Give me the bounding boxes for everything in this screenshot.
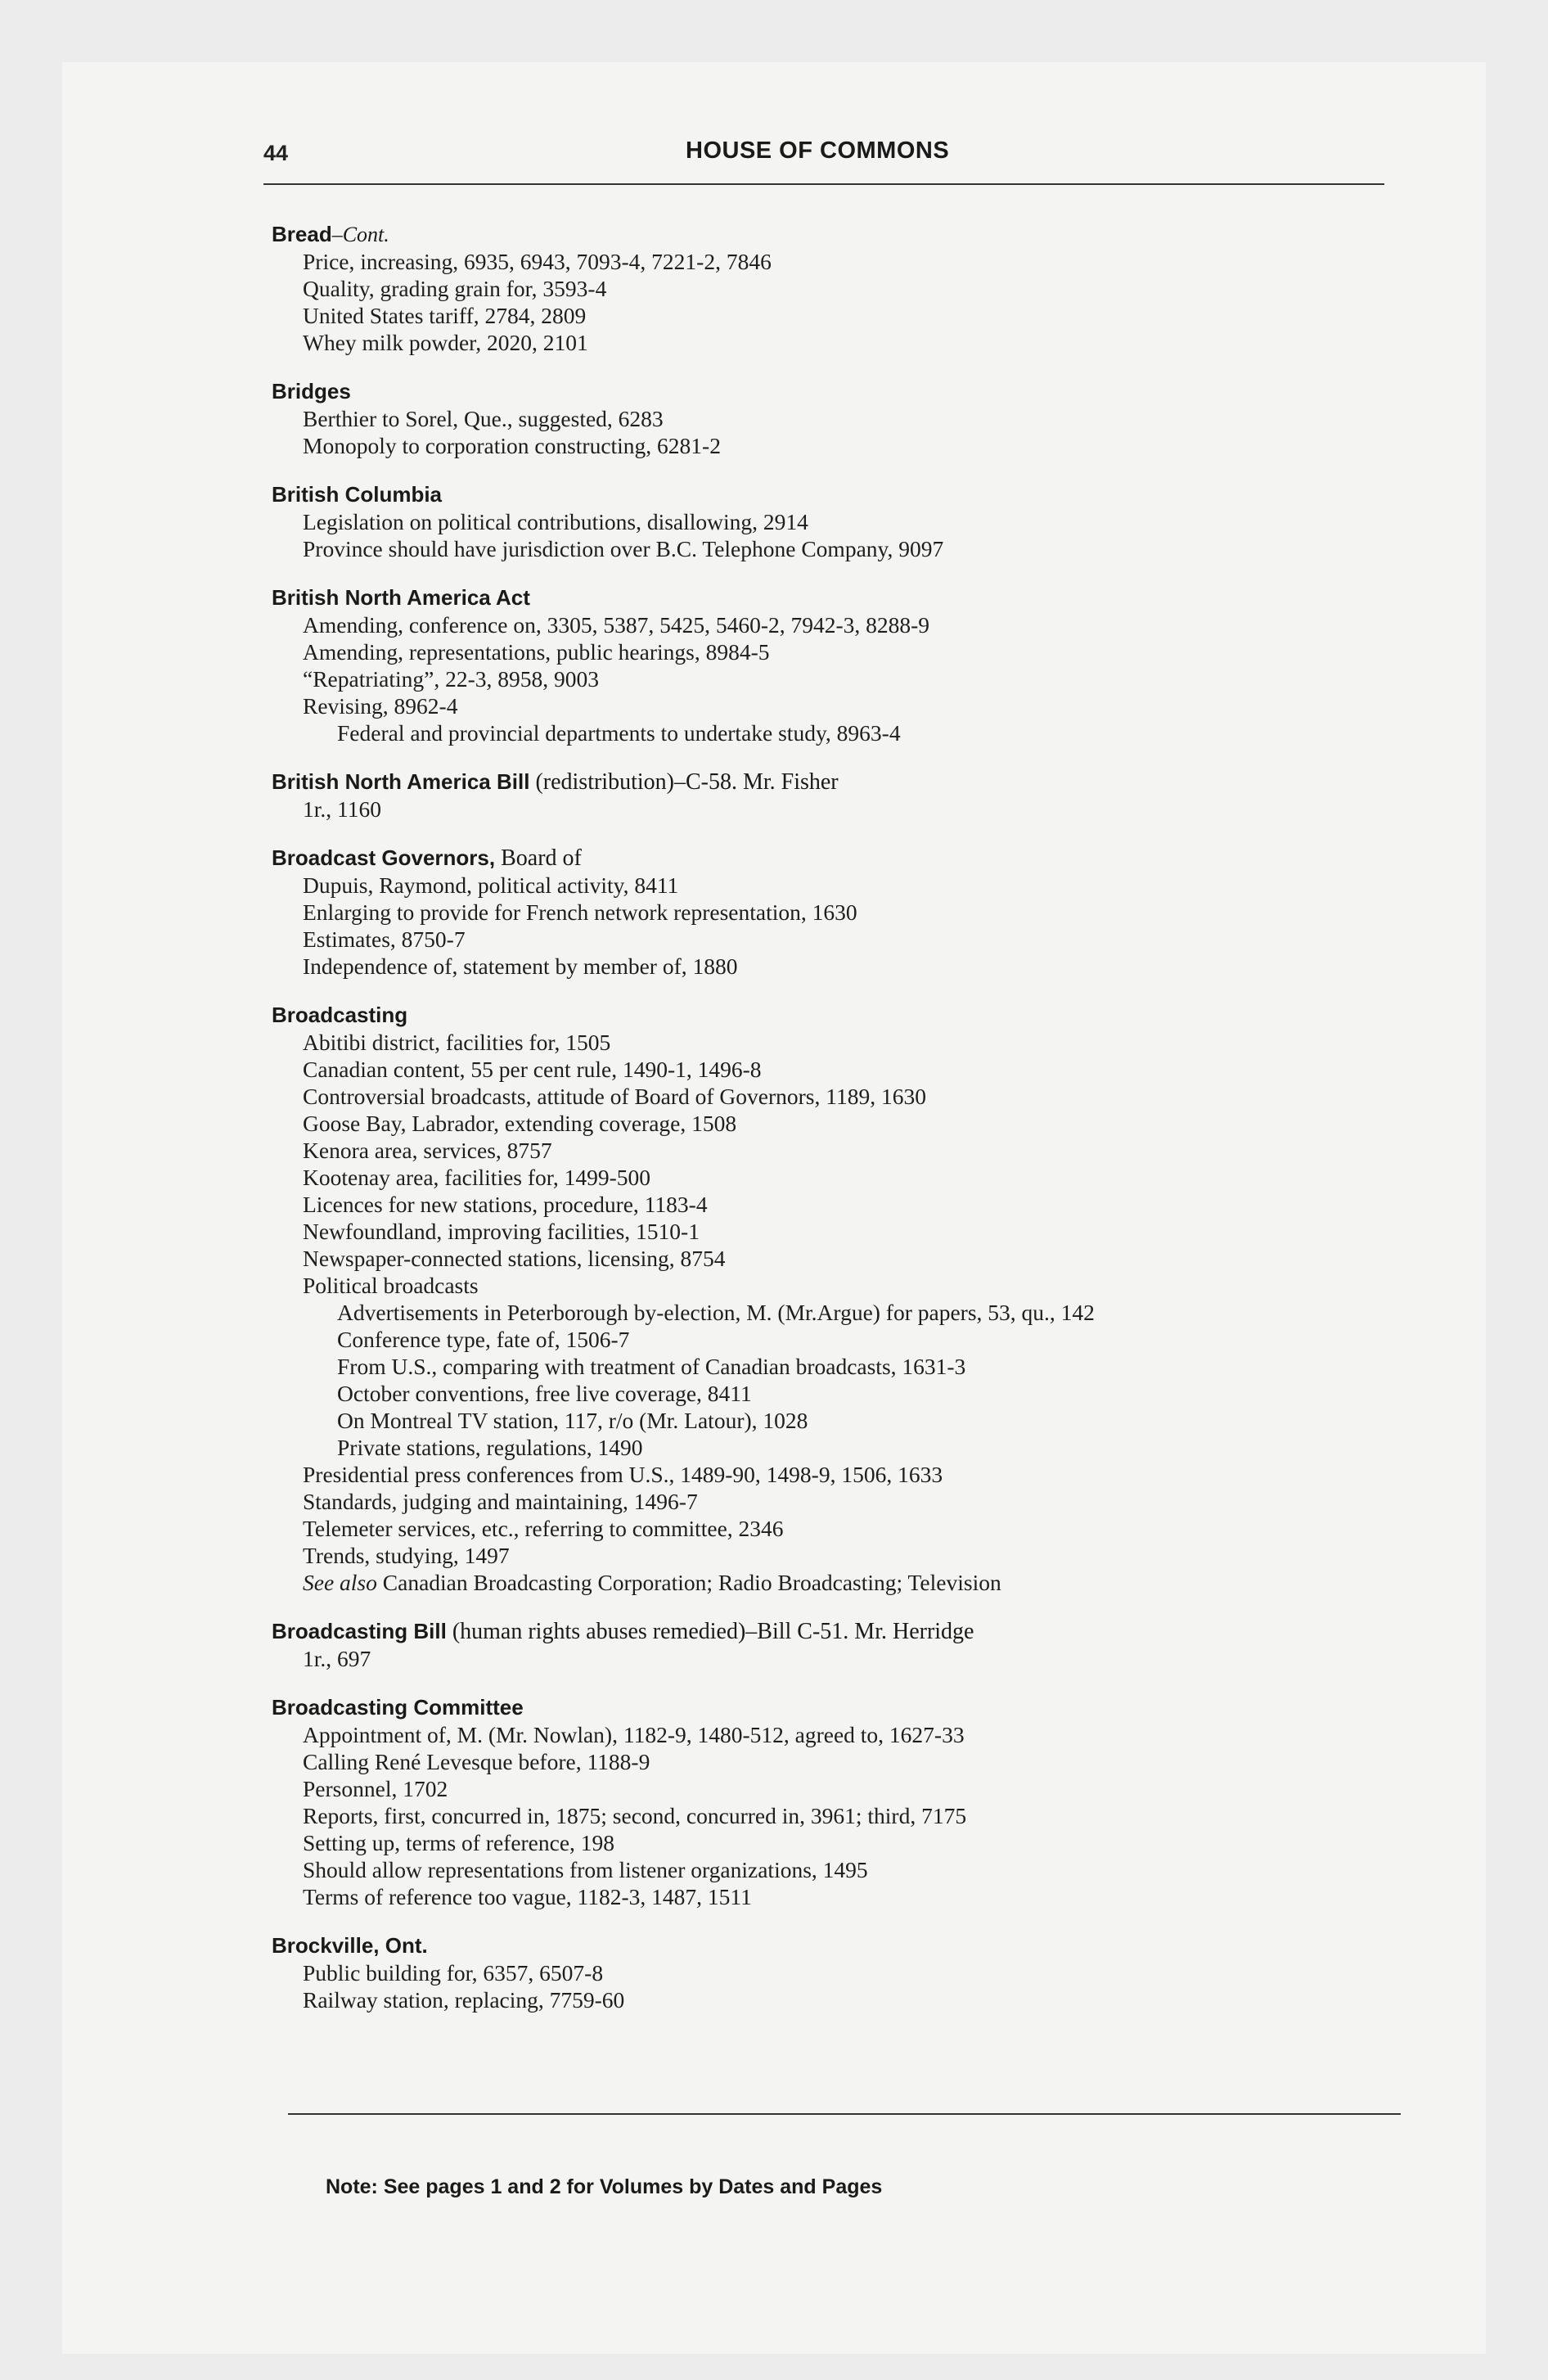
subentry: Quality, grading grain for, 3593-4 <box>303 276 607 301</box>
subentry: Goose Bay, Labrador, extending coverage, 1508 <box>303 1111 737 1136</box>
subentry: Monopoly to corporation constructing, 6281-2 <box>303 433 721 458</box>
subentry: Public building for, 6357, 6507-8 <box>303 1960 604 1986</box>
subentry: Licences for new stations, procedure, 1183-4 <box>303 1192 708 1217</box>
entry-heading <box>272 1002 1401 1029</box>
entry-heading <box>272 1618 1401 1645</box>
index-entry-bridges <box>272 378 1401 459</box>
sub-subentry: Advertisements in Peterborough by-election, M. (Mr.Argue) for papers, 53, qu., 142 <box>337 1300 1095 1325</box>
entry-heading-continued: –Cont. <box>331 223 389 246</box>
subentry: Terms of reference too vague, 1182-3, 1487, 1511 <box>303 1884 752 1909</box>
entry-heading-term: British North America Act <box>272 585 530 610</box>
subentry: Setting up, terms of reference, 198 <box>303 1830 615 1855</box>
subentry: Calling René Levesque before, 1188-9 <box>303 1749 650 1774</box>
footer-note: Note: See pages 1 and 2 for Volumes by Dates and Pages <box>326 2175 883 2198</box>
subentry: Controversial broadcasts, attitude of Board of Governors, 1189, 1630 <box>303 1084 926 1109</box>
index-entry-broadcasting-bill <box>272 1618 1401 1672</box>
subentry: Enlarging to provide for French network representation, 1630 <box>303 899 857 925</box>
index-entry-bna-act <box>272 584 1401 746</box>
subentry: Should allow representations from listener organizations, 1495 <box>303 1857 868 1882</box>
sub-subentry: Federal and provincial departments to undertake study, 8963-4 <box>337 720 901 746</box>
subentry: Personnel, 1702 <box>303 1776 448 1801</box>
subentry: Kootenay area, facilities for, 1499-500 <box>303 1165 650 1190</box>
subentry: Whey milk powder, 2020, 2101 <box>303 330 588 355</box>
subentry: “Repatriating”, 22-3, 8958, 9003 <box>303 666 599 692</box>
subentry: Canadian content, 55 per cent rule, 1490-1, 1496-8 <box>303 1057 762 1082</box>
entry-heading-term: Broadcast Governors, <box>272 845 496 870</box>
entry-heading <box>272 221 1401 248</box>
see-also-targets: Canadian Broadcasting Corporation; Radio Broadcasting; Television <box>376 1570 1001 1595</box>
subentry: Legislation on political contributions, disallowing, 2914 <box>303 509 808 534</box>
entry-heading <box>272 845 1401 872</box>
entry-heading <box>272 1932 1401 1959</box>
top-rule <box>263 183 1384 185</box>
index-entry-broadcasting-committee <box>272 1694 1401 1910</box>
subentry: Standards, judging and maintaining, 1496-7 <box>303 1489 698 1514</box>
entry-heading-term: Broadcasting Bill <box>272 1619 447 1643</box>
entry-heading-term: British North America Bill <box>272 769 530 794</box>
subentry: Berthier to Sorel, Que., suggested, 6283 <box>303 406 664 431</box>
bottom-rule <box>288 2113 1401 2115</box>
entry-heading-term: Bridges <box>272 379 351 403</box>
index-entry-bread <box>272 221 1401 356</box>
subentry: Presidential press conferences from U.S., 1489-90, 1498-9, 1506, 1633 <box>303 1462 943 1487</box>
entry-heading-term: Brockville, Ont. <box>272 1933 428 1958</box>
subentry: Telemeter services, etc., referring to committee, 2346 <box>303 1516 784 1541</box>
subentry: Reports, first, concurred in, 1875; second, concurred in, 3961; third, 7175 <box>303 1803 967 1828</box>
subentry: Newfoundland, improving facilities, 1510-1 <box>303 1219 700 1244</box>
entry-heading <box>272 584 1401 611</box>
sub-subentry: On Montreal TV station, 117, r/o (Mr. Latour), 1028 <box>337 1408 808 1433</box>
subentry: Political broadcasts <box>303 1273 479 1298</box>
sub-subentry: Conference type, fate of, 1506-7 <box>337 1327 630 1352</box>
index-entry-bna-bill <box>272 769 1401 823</box>
entry-heading-term: Broadcasting <box>272 1003 408 1027</box>
entry-heading <box>272 769 1401 796</box>
sub-subentry: From U.S., comparing with treatment of Canadian broadcasts, 1631-3 <box>337 1354 966 1379</box>
running-head: HOUSE OF COMMONS <box>686 137 950 164</box>
subentry: Price, increasing, 6935, 6943, 7093-4, 7221-2, 7846 <box>303 249 772 274</box>
index-entry-brockville <box>272 1932 1401 2013</box>
subentry: 1r., 697 <box>303 1646 371 1671</box>
entry-heading <box>272 378 1401 405</box>
subentry: 1r., 1160 <box>303 796 381 822</box>
index-entry-british-columbia <box>272 481 1401 562</box>
entry-heading-term: Bread <box>272 222 332 246</box>
subentry: Dupuis, Raymond, political activity, 8411 <box>303 872 679 898</box>
subentry: Trends, studying, 1497 <box>303 1543 510 1568</box>
subentry: Railway station, replacing, 7759-60 <box>303 1987 625 2013</box>
subentry: Newspaper-connected stations, licensing, 8754 <box>303 1246 726 1271</box>
entry-heading-detail: Board of <box>495 845 582 871</box>
index-entry-broadcasting <box>272 1002 1401 1596</box>
entry-heading-term: British Columbia <box>272 482 443 507</box>
subentry: Independence of, statement by member of, 1880 <box>303 953 738 979</box>
entry-heading-detail: (redistribution)–C-58. Mr. Fisher <box>529 769 839 795</box>
page-number: 44 <box>263 141 289 165</box>
subentry <box>272 1569 1401 1596</box>
index-entry-broadcast-governors <box>272 845 1401 980</box>
subentry: Amending, conference on, 3305, 5387, 5425, 5460-2, 7942-3, 8288-9 <box>303 612 930 638</box>
subentry: Province should have jurisdiction over B.C. Telephone Company, 9097 <box>303 536 944 561</box>
entry-heading <box>272 1694 1401 1721</box>
subentry: Abitibi district, facilities for, 1505 <box>303 1030 611 1055</box>
subentry: United States tariff, 2784, 2809 <box>303 303 587 328</box>
entry-heading-detail: (human rights abuses remedied)–Bill C-51. Mr. Herridge <box>446 1619 974 1644</box>
subentry: Revising, 8962-4 <box>303 693 458 719</box>
see-also-label: See also <box>303 1570 377 1595</box>
index-entries <box>272 221 1401 2035</box>
sub-subentry: October conventions, free live coverage, 8411 <box>337 1381 752 1406</box>
subentry: Appointment of, M. (Mr. Nowlan), 1182-9, 1480-512, agreed to, 1627-33 <box>303 1722 965 1747</box>
subentry: Kenora area, services, 8757 <box>303 1138 552 1163</box>
entry-heading <box>272 481 1401 508</box>
entry-heading-term: Broadcasting Committee <box>272 1695 524 1720</box>
subentry: Amending, representations, public hearings, 8984-5 <box>303 639 770 665</box>
sub-subentry: Private stations, regulations, 1490 <box>337 1435 643 1460</box>
subentry: Estimates, 8750-7 <box>303 926 466 952</box>
